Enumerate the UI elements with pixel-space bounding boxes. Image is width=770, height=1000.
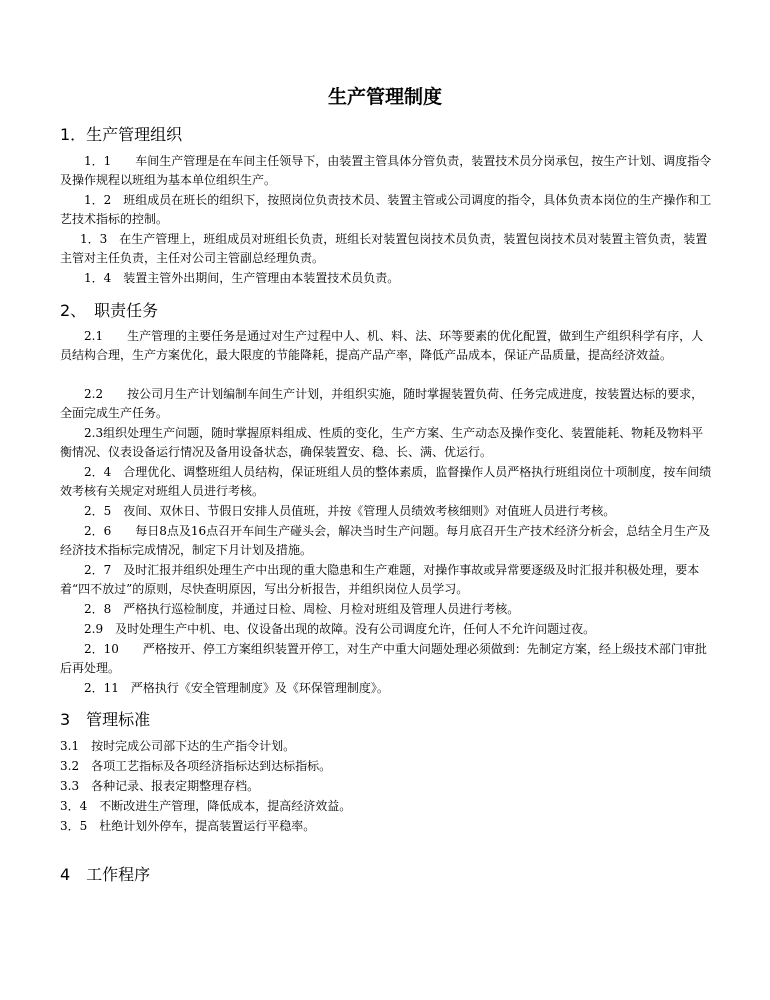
standard-item-1: 3.1 按时完成公司部下达的生产指令计划。 <box>60 739 296 753</box>
paragraph-2-6: 2．6 每日8点及16点召开车间生产碰头会，解决当时生产问题。每月底召开生产技术经济分析会，总结全月生产及经济技术指标完成情况，制定下月计划及措施。 <box>60 524 711 557</box>
paragraph-2-2: 2.2 按公司月生产计划编制车间生产计划，并组织实施，随时掌握装置负荷、任务完成进度，按装置达标的要求，全面完成生产任务。 <box>60 387 704 420</box>
paragraph-2-10: 2．10 严格按开、停工方案组织装置开停工，对生产中重大问题处理必须做到：先制定方案，经上级技术部门审批后再处理。 <box>60 642 707 675</box>
paragraph-1-1: 1．1 车间生产管理是在车间主任领导下，由装置主管具体分管负责，装置技术员分岗承包，按生产计划、调度指令及操作规程以班组为基本单位组织生产。 <box>60 154 712 187</box>
section-heading-1: 1．生产管理组织 <box>60 125 183 144</box>
paragraph-2-5: 2．5 夜间、双休日、节假日安排人员值班，并按《管理人员绩效考核细则》对值班人员进行考核。 <box>84 504 616 518</box>
section-heading-2: 2、 职责任务 <box>60 301 159 320</box>
paragraph-1-4: 1．4 装置主管外出期间，生产管理由本装置技术员负责。 <box>84 271 400 285</box>
paragraph-1-3: 1．3 在生产管理上，班组成员对班组长负责，班组长对装置包岗技术员负责，装置包岗技术员对装置主管负责，装置主管对主任负责，主任对公司主管副总经理负责。 <box>60 232 708 265</box>
section-heading-3: 3 管理标准 <box>60 710 151 729</box>
paragraph-2-9: 2.9 及时处理生产中机、电、仪设备出现的故障。没有公司调度允许，任何人不允许问题过夜。 <box>84 622 596 636</box>
standard-item-3: 3.3 各种记录、报表定期整理存档。 <box>60 779 260 793</box>
paragraph-2-7: 2．7 及时汇报并组织处理生产中出现的重大隐患和生产难题，对操作事故或异常要逐级及时汇报并积极处理，要本着“四不放过”的原则，尽快查明原因，写出分析报告，并组织岗位人员学习。 <box>60 563 700 596</box>
standard-item-4: 3．4 不断改进生产管理，降低成本，提高经济效益。 <box>60 799 352 813</box>
section-heading-4: 4 工作程序 <box>60 865 151 884</box>
paragraph-2-11: 2．11 严格执行《安全管理制度》及《环保管理制度》。 <box>84 681 389 695</box>
paragraph-1-2: 1．2 班组成员在班长的组织下，按照岗位负责技术员、装置主管或公司调度的指令，具体负责本岗位的生产操作和工艺技术指标的控制。 <box>60 193 712 226</box>
standard-item-5: 3．5 杜绝计划外停车，提高装置运行平稳率。 <box>60 819 316 833</box>
paragraph-2-3: 2.3组织处理生产问题，随时掌握原料组成、性质的变化，生产方案、生产动态及操作变化、装置能耗、物耗及物料平衡情况、仪表设备运行情况及备用设备状态，确保装置安、稳、长、满、优运行。 <box>60 426 704 459</box>
standard-item-2: 3.2 各项工艺指标及各项经济指标达到达标指标。 <box>60 759 332 773</box>
paragraph-2-8: 2．8 严格执行巡检制度，并通过日检、周检、月检对班组及管理人员进行考核。 <box>84 602 520 616</box>
document-title: 生产管理制度 <box>327 86 442 108</box>
paragraph-2-4: 2．4 合理优化、调整班组人员结构，保证班组人员的整体素质，监督操作人员严格执行班组岗位十项制度，按车间绩效考核有关规定对班组人员进行考核。 <box>60 465 712 498</box>
paragraph-2-1: 2.1 生产管理的主要任务是通过对生产过程中人、机、料、法、环等要素的优化配置，做到生产组织科学有序，人员结构合理，生产方案优化，最大限度的节能降耗，提高产品产率，降低产品成本，保证产品质量，提高经济效益。 <box>60 329 704 362</box>
